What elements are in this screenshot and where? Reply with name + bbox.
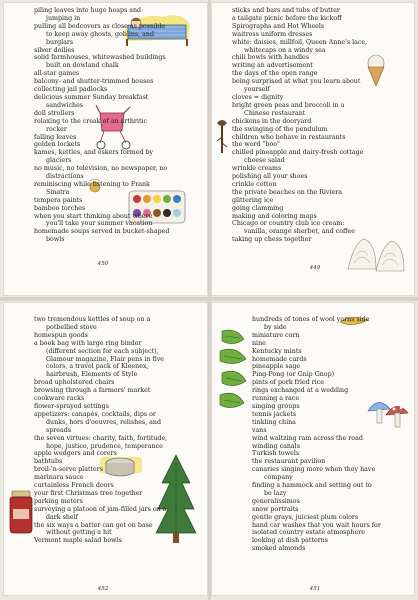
list-item: Chicago or country club ice cream: [232, 220, 345, 228]
list-item: balcony- and shutter-trimmed houses [34, 78, 154, 86]
list-item: by side [252, 323, 287, 331]
list-item: singing groups [252, 402, 300, 410]
list-item: Ping-Pong (or Gnip Gnop) [252, 371, 335, 379]
list-item: homemade cards [252, 355, 307, 363]
list-item: dark shelf [34, 513, 78, 521]
list-item: when you start thinking about where [34, 212, 153, 220]
list-item: chilled pineapple and dairy-fresh cottage [232, 149, 364, 157]
list-item: a book bag with large ring binder [34, 339, 142, 347]
list-item: Glamour magazine, Flair pens in five [34, 355, 165, 363]
list-item: Turkish towels [252, 450, 300, 458]
list-item: a tailgate picnic before the kickoff [232, 14, 342, 22]
list-item: no music, no television, no newspaper, no [34, 165, 168, 173]
list-item: vanilla, orange sherbet, and coffee [232, 228, 355, 236]
list-item: making and coloring maps [232, 212, 317, 220]
list-item: cheese salad [232, 157, 285, 165]
page-number: 452 [97, 586, 109, 592]
list-item: marinara sauce [34, 474, 84, 482]
list-item: glaciers [34, 157, 72, 165]
list-item: canaries singing more when they have [252, 466, 376, 474]
list-item: pints of pork fried rice [252, 379, 325, 387]
list-item: isolated country estate atmosphere [252, 529, 365, 537]
list-item: being surprised at what you learn about [232, 78, 361, 86]
list-item: company [252, 474, 293, 482]
list-item: kames, kettles, and eskers formed by [34, 149, 154, 157]
list-item: the restaurant pavilion [252, 458, 326, 466]
list-item: tempera paints [34, 196, 83, 204]
page-449 [212, 3, 414, 295]
list-item: all-star games [34, 70, 80, 78]
list-item: bowls [34, 236, 65, 244]
list-item: parking meters [34, 497, 83, 505]
list-item: the days of the open range [232, 70, 318, 78]
list-item: finding a hammock and setting out to [252, 482, 372, 490]
list-item: going clamming [232, 204, 284, 212]
item-list [34, 316, 204, 545]
list-item: delicious summer Sunday breakfast [34, 93, 149, 101]
list-item: cookware racks [34, 395, 85, 403]
list-item: silver doilies [34, 46, 75, 54]
list-item: whitecaps on a windy sea [232, 46, 326, 54]
list-item: Chinese restaurant [232, 109, 306, 117]
list-item: golden lockets [34, 141, 81, 149]
list-item: running a race [252, 395, 300, 403]
list-item: without getting a hit [34, 529, 112, 537]
list-item: you'll take your summer vacation [34, 220, 153, 228]
list-item: sticks and bars and tubs of butter [232, 7, 340, 14]
list-item: piling leaves into huge heaps and [34, 7, 142, 14]
list-item: collecting jail padlocks [34, 86, 108, 94]
page-452 [4, 303, 207, 595]
list-item: hope, justice, prudence, temperance [34, 442, 163, 450]
list-item: doll strollers [34, 109, 75, 117]
list-item: relaxing to the creak of an arthritic [34, 117, 148, 125]
list-item: looking at dish patterns [252, 537, 329, 545]
list-item: appetizers: canapés, cocktails, dips or [34, 410, 156, 418]
list-item: the swinging of the pendulum [232, 125, 328, 133]
list-item: waitress uniform dresses [232, 30, 313, 38]
list-item: hundreds of tones of wool yarns side [252, 316, 370, 323]
list-item: rings exchanged at a wedding [252, 387, 349, 395]
list-item: two tremendous kettles of soup on a [34, 316, 151, 323]
list-item: rocker [34, 125, 67, 133]
list-item: falling leaves [34, 133, 77, 141]
list-item: the private beaches on the Riviera [232, 188, 342, 196]
list-item: browsing through a farmers' market [34, 387, 151, 395]
jam-jar-illustration [6, 489, 36, 535]
list-item: wind waltzing rain across the road [252, 434, 363, 442]
list-item: snow portraits [252, 505, 299, 513]
sage-leaves-illustration [216, 325, 250, 419]
list-item: taking up chess together [232, 236, 312, 244]
list-item: Sinatra [34, 188, 70, 196]
list-item: the seven virtues: charity, faith, fortitude, [34, 434, 168, 442]
list-item: chili bowls with handles [232, 54, 309, 62]
item-list [232, 7, 408, 244]
list-item: homespun goods [34, 331, 88, 339]
horizontal-fold [0, 297, 418, 301]
list-item: tennis jackets [252, 410, 297, 418]
page-number: 450 [97, 261, 109, 267]
list-item: gentle grays, juiciest plum colors [252, 513, 359, 521]
list-item: apple wedgers and corers [34, 450, 117, 458]
list-item: nine [252, 339, 266, 347]
item-list [252, 316, 410, 553]
list-item: potbellied stove [34, 323, 97, 331]
list-item: white: daisies, millfoil, Queen Anne's lace, [232, 38, 368, 46]
list-item: winding canals [252, 442, 300, 450]
list-item: jumping in [34, 14, 81, 22]
list-item: dunks, hors d'oeuvres, relishes, and [34, 418, 162, 426]
list-item: spreads [34, 426, 72, 434]
list-item: tinkling china [252, 418, 296, 426]
list-item: vans [252, 426, 267, 434]
list-item: sandwiches [34, 101, 84, 109]
list-item: yourself [232, 86, 270, 94]
list-item: Vermont maple salad bowls [34, 537, 122, 545]
list-item: broad upholstered chairs [34, 379, 115, 387]
list-item: children who behave in restaurants [232, 133, 346, 141]
list-item: pineapple sage [252, 363, 301, 371]
list-item: miniature corn [252, 331, 300, 339]
list-item: crinkle cotton [232, 180, 277, 188]
list-item: the word "boo" [232, 141, 280, 149]
list-item: polishing all your shoes [232, 173, 308, 181]
list-item: the six ways a batter can get on base [34, 521, 153, 529]
list-item: bamboo torches [34, 204, 86, 212]
list-item: colors, a travel pack of Kleenex, [34, 363, 149, 371]
list-item: bright green peas and broccoli in a [232, 101, 345, 109]
list-item: distractions [34, 173, 84, 181]
list-item: wrinkle creams [232, 165, 282, 173]
list-item: hairbrush, Elements of Style [34, 371, 138, 379]
list-item: bathtubs [34, 458, 63, 466]
page-number: 451 [309, 586, 321, 592]
list-item: curtainless French doors [34, 482, 114, 490]
page-451 [212, 303, 414, 595]
list-item: built on dowland chalk [34, 62, 119, 70]
list-item: generalissimos [252, 497, 300, 505]
list-item: Spirographs and Hot Wheels [232, 22, 325, 30]
list-item: your first Christmas tree together [34, 489, 143, 497]
list-item: glittering ice [232, 196, 274, 204]
list-item: Kentucky mints [252, 347, 302, 355]
list-item: pulling all bedcovers as close as possible [34, 22, 165, 30]
page-450 [4, 3, 207, 295]
list-item: to keep away ghosts, goblins, and [34, 30, 154, 38]
list-item: be lazy [252, 489, 287, 497]
list-item: homemade soups served in bucket-shaped [34, 228, 170, 236]
list-item: chickens in the dooryard [232, 117, 312, 125]
list-item: solid farmhouses, whitewashed buildings [34, 54, 166, 62]
list-item: surveying a platoon of jam-filled jars on a [34, 505, 167, 513]
list-item: reminiscing while listening to Frank [34, 180, 150, 188]
list-item: smoked almonds [252, 545, 306, 553]
page-number: 449 [309, 265, 321, 271]
list-item: hand car washes that you wait hours for [252, 521, 381, 529]
list-item: cloves = dignity [232, 93, 284, 101]
list-item: broil-'n-serve platters [34, 466, 103, 474]
list-item: (different section for each subject), [34, 347, 159, 355]
list-item: writing an advertisement [232, 62, 313, 70]
list-item: flower-sprayed settings [34, 402, 109, 410]
item-list [34, 7, 204, 244]
list-item: burglars [34, 38, 74, 46]
clove-illustration [214, 119, 230, 159]
